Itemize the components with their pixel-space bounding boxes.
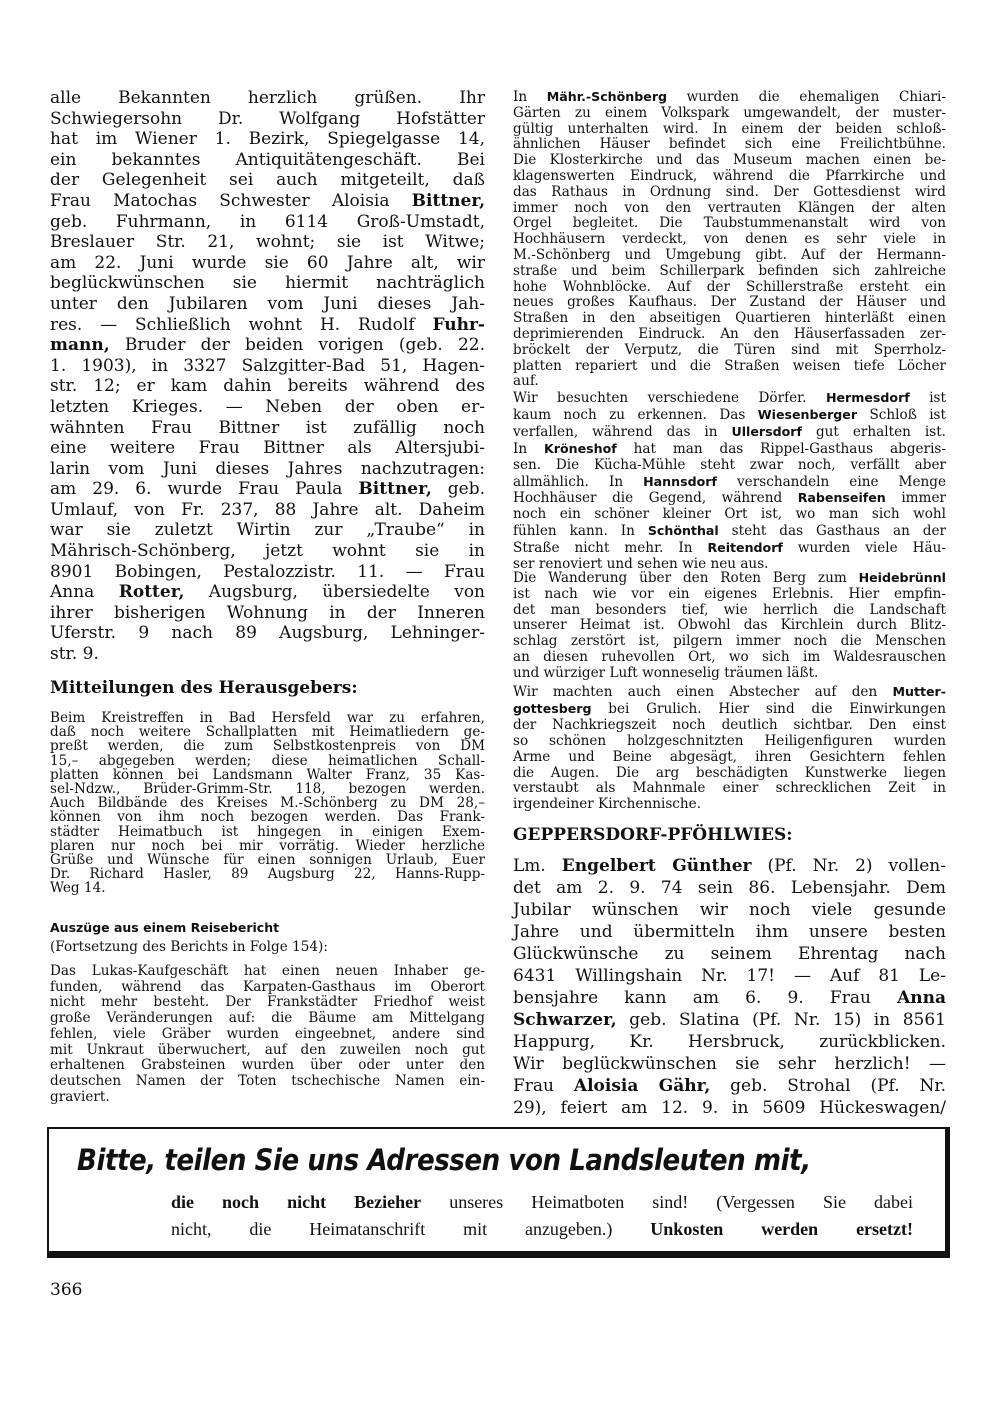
- text-line: [50, 603, 485, 624]
- text-run: res. — Schließlich wohnt H. Rudolf: [50, 314, 433, 335]
- text-run: (Pf. Nr. 2) vollen-: [751, 856, 946, 876]
- text-run: Hochhäuser die Gegend, während: [513, 490, 798, 507]
- text-line: [513, 1031, 946, 1053]
- text-run: M.-Schönberg und Umgebung gibt. Auf der Hermann-: [513, 246, 946, 263]
- text-line: [513, 701, 946, 718]
- publisher-heading: Mitteilungen des Herausgebers:: [50, 678, 358, 698]
- text-run: mit Unkraut überwuchert, auf den zuweilen noch gut: [50, 1041, 485, 1058]
- text-run: Auch Bildbände des Kreises M.-Schönberg zu DM 28,–: [50, 795, 485, 812]
- text-line: [50, 397, 485, 418]
- text-run: hohe Wohnblöcke. Auf der Schillerstraße ersteht ein: [513, 278, 946, 295]
- text-line: [50, 1090, 485, 1106]
- text-line: [50, 170, 485, 191]
- text-run: unseres Heimatboten sind! (Vergessen Sie dabei: [421, 1192, 914, 1212]
- text-run: In: [513, 440, 545, 457]
- text-run: Straßen in den abseitigen Quartieren hinterläßt einen: [513, 310, 946, 327]
- text-line: [513, 153, 946, 169]
- text-line: [50, 810, 485, 824]
- text-line: [50, 825, 485, 839]
- text-line: [50, 644, 485, 665]
- text-line: [513, 855, 946, 877]
- text-line: [513, 424, 946, 441]
- text-line: [513, 523, 946, 540]
- text-line: [171, 1216, 913, 1243]
- text-run: immer noch von den vertrauten Klängen der alten: [513, 199, 946, 216]
- text-line: [50, 129, 485, 150]
- text-run: bei Grulich. Hier sind die Einwirkungen: [591, 700, 946, 717]
- text-run: unserer Heimat ist. Obwohl das Kirchlein durch Blitz-: [513, 617, 946, 634]
- text-run: geb. Fuhrmann, in 6114 Groß-Umstadt,: [50, 211, 485, 232]
- bold-name: gottesberg: [513, 700, 592, 716]
- text-run: larin vom Juni dieses Jahres nachzutragen:: [50, 458, 485, 479]
- text-line: [513, 943, 946, 965]
- text-line: [513, 1075, 946, 1097]
- text-line: [50, 253, 485, 274]
- text-line: [513, 587, 946, 603]
- text-line: [513, 280, 946, 296]
- travel-paragraph-3: [513, 390, 946, 573]
- bold-name: Reitendorf: [707, 540, 783, 556]
- text-line: [513, 877, 946, 899]
- text-line: [50, 867, 485, 881]
- text-line: [50, 294, 485, 315]
- text-run: verschandeln eine Menge: [716, 473, 947, 490]
- text-line: [50, 88, 485, 109]
- text-run: platten können bei Landsmann Walter Franz, 35 Kas-: [50, 766, 485, 783]
- text-run: Arme und Beine abgesägt, ihren Gesichtern fehlen: [513, 748, 946, 765]
- text-run: Orgel begleitet. Die Taubstummenanstalt wird von: [513, 215, 946, 232]
- bold-name: Rotter,: [118, 582, 185, 603]
- text-line: [513, 750, 946, 766]
- bold-name: Bittner,: [411, 190, 485, 211]
- text-run: 1. 1903), in 3327 Salzgitter-Bad 51, Hagen-: [50, 355, 485, 376]
- bold-name: Engelbert Günther: [561, 856, 752, 876]
- text-run: 15,– abgegeben werden; diese heimatlichen Schall-: [50, 752, 485, 769]
- text-line: [513, 311, 946, 327]
- text-run: deprimierenden Eindruck. An den Häuserfassaden zer-: [513, 325, 946, 342]
- geppersdorf-text: [513, 855, 946, 1119]
- bold-name: Hannsdorf: [643, 473, 717, 489]
- text-run: str. 12; er kam dahin bereits während des: [50, 376, 485, 397]
- text-line: [513, 797, 946, 813]
- text-line: [50, 273, 485, 294]
- text-run: an diesen ruhevollen Ort, wo sich im Waldesrauschen: [513, 648, 946, 665]
- text-run: das Rathaus in Ordnung sind. Der Gottesdienst wird: [513, 183, 946, 200]
- text-line: [513, 766, 946, 782]
- text-line: [513, 540, 946, 557]
- bold-name: Aloisia Gähr,: [573, 1076, 711, 1096]
- text-run: Jubilar wünschen wir noch viele gesunde: [513, 900, 946, 920]
- bold-name: Anna: [897, 988, 946, 1008]
- text-line: [513, 137, 946, 153]
- text-line: [513, 490, 946, 507]
- text-run: der Gelegenheit sei auch mitgeteilt, daß: [50, 170, 485, 191]
- banner-title: Bitte, teilen Sie uns Adressen von Landsleuten mit,: [77, 1143, 811, 1177]
- text-run: bröckelt der Verputz, die Türen sind mit Sperrholz-: [513, 341, 946, 358]
- bold-name: die noch nicht Bezieher: [171, 1192, 422, 1212]
- text-line: [513, 987, 946, 1009]
- text-run: Bruder der beiden vorigen (geb. 22.: [109, 335, 485, 356]
- text-run: Uferstr. 9 nach 89 Augsburg, Lehninger-: [50, 623, 485, 644]
- text-run: städter Heimatbuch ist hingegen in einigen Exem-: [50, 823, 485, 840]
- text-line: [50, 191, 485, 212]
- text-line: [50, 479, 485, 500]
- text-run: Dr. Richard Hasler, 89 Augsburg 22, Hanns-Rupp-: [50, 866, 485, 883]
- text-run: ihrer bisherigen Wohnung in der Inneren: [50, 602, 485, 623]
- text-run: nicht, die Heimatanschrift mit anzugeben.): [171, 1219, 651, 1239]
- bold-name: Bittner,: [358, 479, 432, 500]
- text-line: [513, 327, 946, 343]
- text-run: Gärten zu einem Volkspark umgewandelt, der muster-: [513, 104, 946, 121]
- text-run: str. 9.: [50, 644, 99, 665]
- text-run: unter den Jubilaren vom Juni dieses Jah-: [50, 293, 485, 314]
- text-line: [50, 520, 485, 541]
- bold-name: Rabenseifen: [797, 490, 886, 506]
- text-line: [50, 232, 485, 253]
- text-run: kaum noch zu erkennen. Das: [513, 406, 758, 423]
- text-line: [50, 739, 485, 753]
- text-run: platten repariert und die Straßen weisen tiefe Löcher: [513, 357, 946, 374]
- text-line: [50, 853, 485, 867]
- text-run: Das Lukas-Kaufgeschäft hat einen neuen Inhaber ge-: [50, 963, 485, 979]
- bold-name: Ullersdorf: [731, 423, 802, 439]
- bold-name: Heidebrünnl: [858, 570, 946, 585]
- text-run: Grüße und Wünsche für einen sonnigen Urlaub, Euer: [50, 852, 485, 869]
- text-run: 29), feiert am 12. 9. in 5609 Hückeswagen/: [513, 1098, 946, 1118]
- bold-name: Schönthal: [647, 523, 719, 539]
- text-line: [50, 1011, 485, 1027]
- text-run: ein bekanntes Antiquitätengeschäft. Bei: [50, 149, 485, 170]
- text-line: [50, 212, 485, 233]
- text-run: Wir machten auch einen Abstecher auf den: [513, 684, 893, 700]
- text-line: [50, 964, 485, 980]
- text-run: det am 2. 9. 74 sein 86. Lebensjahr. Dem: [513, 878, 946, 898]
- text-run: Straße nicht mehr. In: [513, 540, 708, 557]
- text-line: [50, 562, 485, 583]
- text-run: 8901 Bobingen, Pestalozzistr. 11. — Frau: [50, 561, 485, 582]
- text-line: [513, 89, 946, 106]
- text-run: immer: [885, 490, 946, 507]
- text-run: Anna: [50, 582, 119, 603]
- text-line: [50, 150, 485, 171]
- text-run: Schloß ist: [857, 406, 946, 423]
- text-line: [513, 684, 946, 701]
- text-run: preßt werden, die zum Selbstkostenpreis von DM: [50, 738, 485, 755]
- text-run: Augsburg, übersiedelte von: [184, 582, 485, 603]
- text-line: [50, 376, 485, 397]
- bold-name: Wiesenberger: [757, 406, 858, 422]
- text-line: [50, 335, 485, 356]
- text-run: verstaubt als Mahnmale einer schrecklichen Zeit in: [513, 780, 946, 797]
- text-run: ist nach wie vor ein eigenes Erlebnis. Hier empfin-: [513, 585, 946, 602]
- text-line: [50, 796, 485, 810]
- text-line: [513, 106, 946, 122]
- text-line: [50, 1027, 485, 1043]
- text-run: geb. Slatina (Pf. Nr. 15) in 8561: [616, 1010, 946, 1030]
- text-run: fehlen, viele Gräber wurden eingeebnet, andere sind: [50, 1025, 485, 1042]
- text-line: [513, 618, 946, 634]
- text-run: 6431 Willingshain Nr. 17! — Auf 81 Le-: [513, 966, 946, 986]
- text-run: Mährisch-Schönberg, jetzt wohnt sie in: [50, 541, 485, 562]
- text-line: [513, 474, 946, 491]
- text-run: gültig unterhalten wird. In einem der beiden schloß-: [513, 120, 946, 137]
- text-line: [50, 438, 485, 459]
- text-line: [513, 185, 946, 201]
- text-run: graviert.: [50, 1088, 110, 1105]
- bold-name: Fuhr-: [432, 314, 485, 335]
- text-line: [513, 441, 946, 458]
- text-run: irgendeiner Kirchennische.: [513, 796, 702, 813]
- text-line: [50, 1058, 485, 1074]
- text-run: klagenswerten Eindruck, während die Pfarrkirche und: [513, 167, 946, 184]
- text-run: Beim Kreistreffen in Bad Hersfeld war zu erfahren,: [50, 710, 485, 726]
- text-run: neues großes Kaufhaus. Der Zustand der Häuser und: [513, 294, 946, 311]
- text-run: wähnten Frau Bittner ist zufällig noch: [50, 417, 485, 438]
- text-run: Frau: [513, 1076, 574, 1096]
- text-line: [513, 232, 946, 248]
- text-run: nicht mehr besteht. Der Frankstädter Friedhof weist: [50, 994, 485, 1011]
- text-run: Die Wanderung über den Roten Berg zum: [513, 570, 859, 586]
- text-line: [50, 1074, 485, 1090]
- text-line: [50, 623, 485, 644]
- text-line: [513, 781, 946, 797]
- text-run: verfallen, während das in: [513, 423, 732, 440]
- text-run: fühlen kann. In: [513, 523, 648, 540]
- appeal-banner: [47, 1127, 950, 1258]
- text-run: auf.: [513, 373, 539, 390]
- text-line: [50, 782, 485, 796]
- text-run: eine weitere Frau Bittner als Altersjubi-: [50, 438, 485, 459]
- text-run: geb.: [431, 479, 485, 500]
- text-run: straße und beim Schillerpark befinden sich zahlreiche: [513, 262, 946, 279]
- text-run: können von ihm noch bezogen werden. Das Frank-: [50, 809, 485, 826]
- text-line: [513, 169, 946, 185]
- text-run: alle Bekannten herzlich grüßen. Ihr: [50, 88, 485, 108]
- text-line: [513, 343, 946, 359]
- text-run: Weg 14.: [50, 880, 106, 897]
- text-run: Wir besuchten verschiedene Dörfer.: [513, 390, 826, 406]
- text-line: [513, 374, 946, 390]
- text-line: [513, 359, 946, 375]
- text-run: wurden die ehemaligen Chiari-: [667, 89, 946, 105]
- text-run: Glückwünsche zu seinem Ehrentag nach: [513, 944, 946, 964]
- page-number: 366: [50, 1280, 83, 1300]
- text-run: ser renoviert und sehen wie neu aus.: [513, 556, 769, 573]
- text-run: sen. Die Kücha-Mühle steht zwar noch, verfällt aber: [513, 456, 946, 473]
- text-line: [50, 1043, 485, 1059]
- text-run: so schönen holzgeschnitzten Heiligenfiguren wurden: [513, 732, 946, 749]
- text-run: Umlauf, von Fr. 237, 88 Jahre alt. Daheim: [50, 499, 485, 520]
- text-line: [513, 634, 946, 650]
- bold-name: Mutter-: [892, 684, 946, 699]
- text-run: beglückwünschen sie hiermit nachträglich: [50, 273, 485, 294]
- text-line: [513, 507, 946, 523]
- text-run: ähnlichen Häuser befindet sich eine Freilichtbühne.: [513, 136, 946, 153]
- text-run: noch ein schöner kleiner Ort ist, wo man sich wohl: [513, 506, 946, 523]
- text-line: [513, 216, 946, 232]
- text-run: Wir beglückwünschen sie sehr herzlich! —: [513, 1054, 946, 1074]
- travel-paragraph-5: [513, 684, 946, 813]
- travel-paragraph-4: [513, 570, 946, 682]
- text-run: plaren nur noch bei mir vorrätig. Wieder herzliche: [50, 837, 485, 854]
- text-run: große Veränderungen auf: die Bäume am Mittelgang: [50, 1010, 485, 1027]
- text-line: [513, 201, 946, 217]
- text-line: [513, 1053, 946, 1075]
- text-line: [513, 1009, 946, 1031]
- text-run: sel-Ndzw., Brüder-Grimm-Str. 118, bezogen werden.: [50, 781, 485, 798]
- banner-text: [171, 1189, 913, 1243]
- text-run: am 29. 6. wurde Frau Paula: [50, 479, 359, 500]
- text-line: [513, 603, 946, 619]
- text-line: [513, 734, 946, 750]
- text-run: In: [513, 89, 547, 105]
- text-line: [50, 109, 485, 130]
- travel-report-subheading: (Fortsetzung des Berichts in Folge 154):: [50, 939, 328, 955]
- text-run: steht das Gasthaus an der: [718, 523, 947, 540]
- travel-paragraph-1: [50, 964, 485, 1105]
- bold-name: Hermesdorf: [825, 390, 910, 405]
- text-line: [513, 899, 946, 921]
- text-line: [50, 459, 485, 480]
- text-line: [513, 390, 946, 407]
- text-line: [513, 921, 946, 943]
- text-run: war sie zuletzt Wirtin zur „Traube“ in: [50, 520, 485, 541]
- text-line: [50, 754, 485, 768]
- text-line: [513, 458, 946, 474]
- text-line: [50, 768, 485, 782]
- text-line: [50, 356, 485, 377]
- text-run: und würziger Luft wonneselig träumen läßt.: [513, 664, 819, 681]
- text-line: [50, 980, 485, 996]
- text-run: hat man das Rippel-Gasthaus abgeris-: [616, 440, 946, 457]
- text-line: [171, 1189, 913, 1216]
- text-run: Schwiegersohn Dr. Wolfgang Hofstätter: [50, 108, 485, 129]
- text-line: [50, 839, 485, 853]
- text-run: Frau Matochas Schwester Aloisia: [50, 190, 412, 211]
- text-line: [513, 650, 946, 666]
- text-line: [50, 315, 485, 336]
- text-run: hat im Wiener 1. Bezirk, Spiegelgasse 14,: [50, 129, 485, 150]
- bold-name: Schwarzer,: [513, 1010, 617, 1030]
- text-line: [50, 711, 485, 725]
- left-intro-text: [50, 88, 485, 665]
- text-run: gut erhalten ist.: [801, 423, 946, 440]
- travel-report-heading: Auszüge aus einem Reisebericht: [50, 920, 280, 935]
- text-line: [50, 995, 485, 1011]
- text-run: erhaltenen Grabsteinen wurden über oder unter den: [50, 1057, 485, 1074]
- text-run: schlag zerstört ist, pilgern immer noch die Menschen: [513, 633, 946, 650]
- text-line: [513, 666, 946, 682]
- text-run: Breslauer Str. 21, wohnt; sie ist Witwe;: [50, 232, 485, 253]
- text-line: [50, 725, 485, 739]
- publisher-text: [50, 711, 485, 896]
- text-run: Lm.: [513, 856, 562, 876]
- bold-name: Mähr.-Schönberg: [546, 89, 668, 104]
- text-run: der Nachkriegszeit noch deutlich sichtbar. Den einst: [513, 716, 946, 733]
- text-run: letzten Krieges. — Neben der oben er-: [50, 396, 485, 417]
- text-run: Jahre und übermitteln ihm unsere besten: [513, 922, 946, 942]
- text-line: [513, 718, 946, 734]
- geppersdorf-heading: GEPPERSDORF-PFÖHLWIES:: [513, 825, 793, 845]
- text-line: [513, 1097, 946, 1119]
- text-run: allmählich. In: [513, 473, 644, 490]
- text-line: [513, 965, 946, 987]
- text-run: Happurg, Kr. Hersbruck, zurückblicken.: [513, 1032, 946, 1052]
- text-run: geb. Strohal (Pf. Nr.: [710, 1076, 946, 1096]
- text-run: Die Klosterkirche und das Museum machen einen be-: [513, 152, 946, 169]
- text-line: [513, 264, 946, 280]
- text-run: det man besonders tief, wie herrlich die Landschaft: [513, 601, 946, 618]
- text-line: [513, 570, 946, 587]
- text-run: daß noch weitere Schallplatten mit Heimatliedern ge-: [50, 724, 485, 741]
- text-run: wurden viele Häu-: [782, 540, 946, 557]
- text-line: [50, 418, 485, 439]
- text-run: bensjahre kann am 6. 9. Frau: [513, 988, 898, 1008]
- text-run: am 22. Juni wurde sie 60 Jahre alt, wir: [50, 252, 485, 273]
- bold-name: mann,: [50, 335, 110, 356]
- text-run: die Augen. Die arg beschädigten Kunstwerke liegen: [513, 764, 946, 781]
- text-line: [50, 582, 485, 603]
- travel-paragraph-2: [513, 89, 946, 390]
- text-line: [50, 881, 485, 895]
- text-line: [513, 295, 946, 311]
- bold-name: Unkosten werden ersetzt!: [650, 1219, 914, 1239]
- text-line: [513, 407, 946, 424]
- text-run: Hochhäusern verdeckt, von denen es sehr viele in: [513, 231, 946, 248]
- text-run: deutschen Namen der Toten tschechische Namen ein-: [50, 1072, 485, 1089]
- bold-name: Kröneshof: [544, 440, 617, 456]
- text-line: [513, 248, 946, 264]
- text-run: ist: [909, 390, 946, 406]
- text-run: funden, während das Karpaten-Gasthaus im Oberort: [50, 978, 485, 995]
- text-line: [513, 122, 946, 138]
- text-line: [50, 541, 485, 562]
- text-line: [50, 500, 485, 521]
